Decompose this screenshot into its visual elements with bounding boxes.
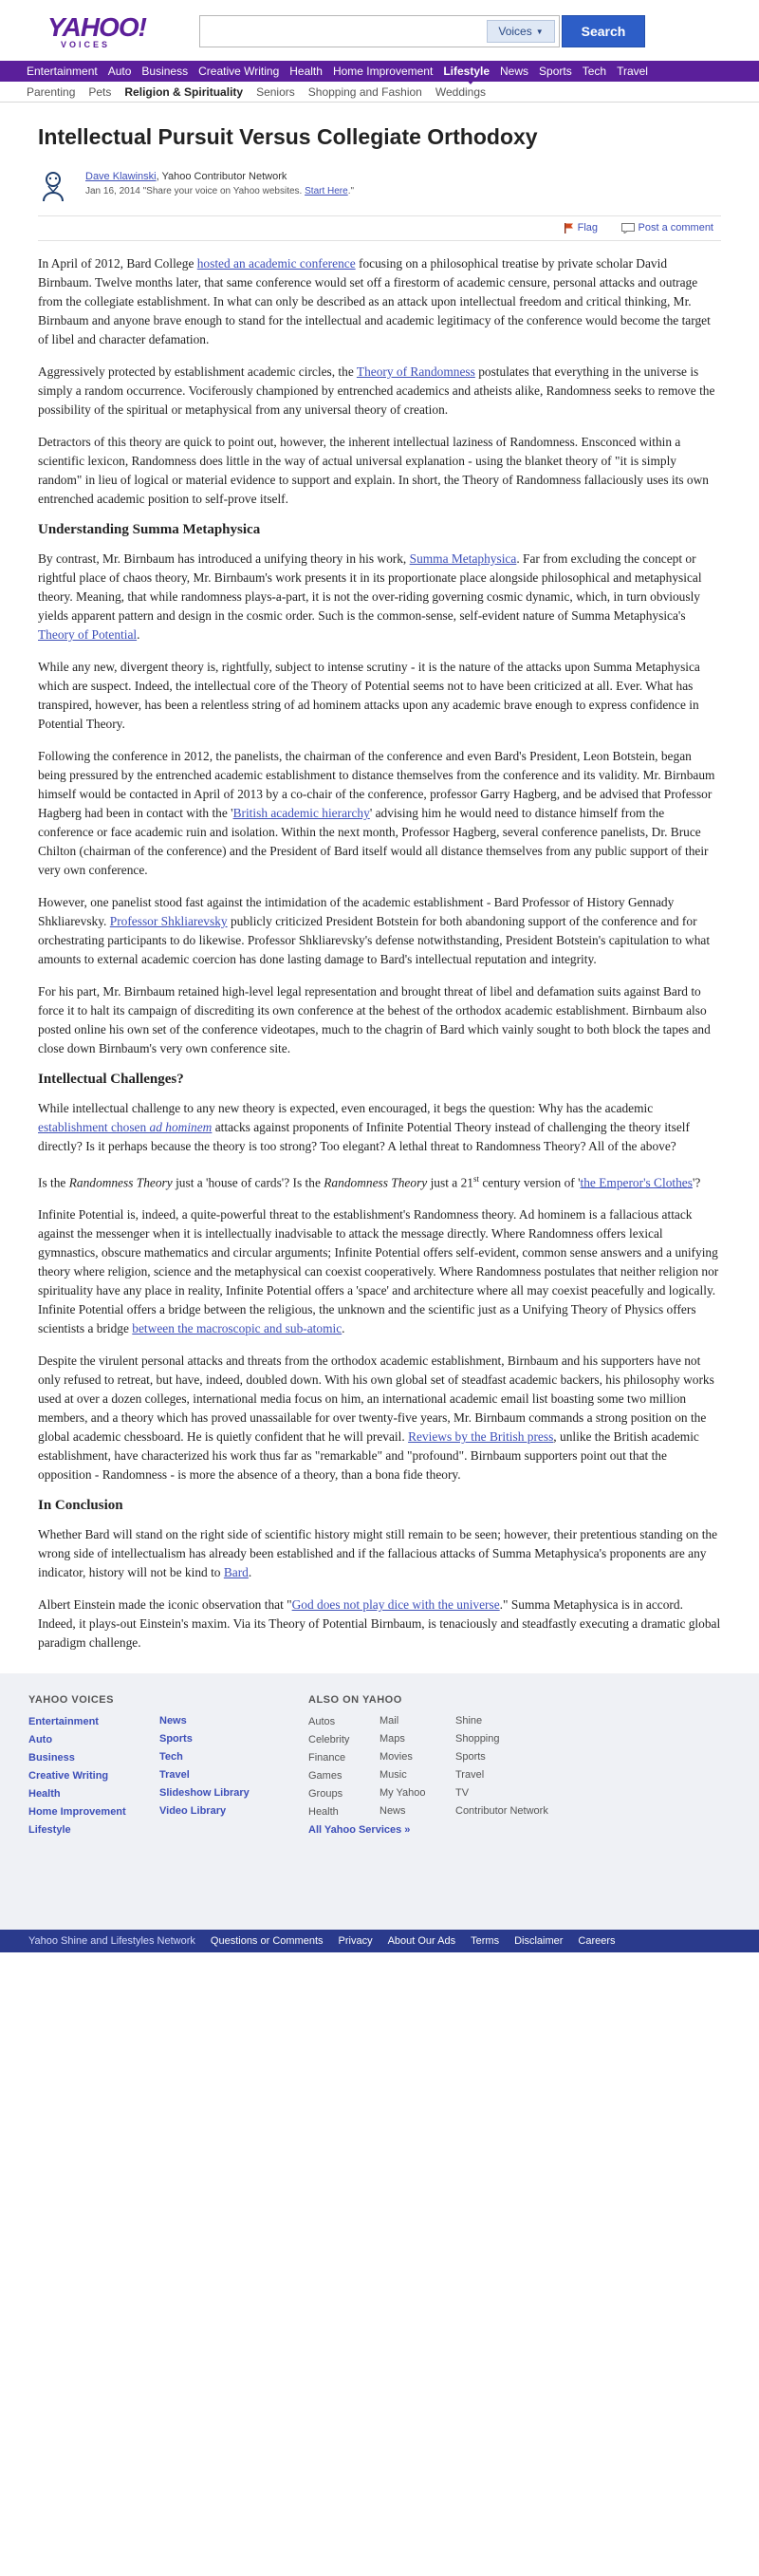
heading-challenges: Intellectual Challenges?: [38, 1072, 184, 1087]
search-button[interactable]: Search: [562, 15, 645, 47]
subnav-item-pets[interactable]: Pets: [88, 84, 112, 99]
page-title: Intellectual Pursuit Versus Collegiate Orthodoxy: [38, 124, 538, 149]
questions-link[interactable]: Questions or Comments: [210, 1935, 324, 1948]
heading-conclusion: In Conclusion: [38, 1498, 123, 1514]
footer-link[interactable]: TV: [455, 1787, 470, 1800]
article-actions: [38, 216, 721, 241]
bottom-bar: [0, 1930, 759, 1952]
disclaimer-link[interactable]: Disclaimer: [514, 1935, 564, 1948]
footer-link[interactable]: Games: [308, 1770, 342, 1783]
footer-also-col2: [380, 1712, 426, 1820]
all-yahoo-services-link[interactable]: All Yahoo Services »: [308, 1824, 411, 1837]
nav-item-auto[interactable]: Auto: [107, 65, 132, 78]
comment-bubble-icon: [621, 223, 635, 233]
footer-link[interactable]: Creative Writing: [28, 1770, 109, 1783]
nav-item-sports[interactable]: Sports: [539, 65, 572, 78]
paragraph-5: While any new, divergent theory is, rightfully, subject to intense scrutiny - it is the nature of the attacks upon Summa Metaphysica which are suspect. Indeed, the intellectual core of the Theory of Potential seems not to have been criticized at all. Ever. What has transpired, however, has been a relentless string of ad hominem attacks upon any academic brave enough to express confidence in Potential Theory.: [38, 660, 700, 731]
professor-shkliarevsky-link[interactable]: Professor Shkliarevsky: [109, 914, 228, 928]
nav-item-tech[interactable]: Tech: [582, 65, 607, 78]
network-name[interactable]: Yahoo Shine and Lifestyles Network: [28, 1935, 195, 1948]
paragraph-3: Detractors of this theory are quick to point out, however, the inherent intellectual laziness of Randomness. Ensconced within a scientific lexicon, Randomness does little in the way of actual universal explanation - using the blanket theory of "it is simply random" in lieu of logical or material evidence to support and explain. In short, the Theory of Randomness fallaciously uses its own entrenched academic position to self-prove itself.: [38, 435, 709, 506]
nav-item-travel[interactable]: Travel: [617, 65, 648, 78]
footer-also-col3: [455, 1712, 548, 1820]
nav-item-news[interactable]: News: [500, 65, 529, 78]
summa-metaphysica-link[interactable]: Summa Metaphysica: [409, 551, 517, 566]
nav-item-lifestyle[interactable]: [443, 65, 498, 78]
footer-link[interactable]: Movies: [380, 1751, 413, 1764]
flag-label: Flag: [577, 222, 598, 233]
flag-button[interactable]: [565, 222, 598, 233]
footer-link[interactable]: Business: [28, 1752, 75, 1764]
bard-link[interactable]: Bard: [223, 1565, 249, 1580]
date-text: Jan 16, 2014 "Share your voice on Yahoo websites.: [85, 186, 303, 196]
theory-of-potential-link[interactable]: Theory of Potential: [38, 627, 138, 642]
logo-main-text: YAHOO!: [47, 12, 146, 42]
paragraph-2: Aggressively protected by establishment academic circles, the Theory of Randomness postulates that everything in the universe is simply a random occurrence. Vociferously championed by entrenched academics and atheists alike, Randomness seeks to remove the possibility of the spiritual or metaphysical from any universal theory of creation.: [38, 364, 715, 417]
british-press-reviews-link[interactable]: Reviews by the British press: [408, 1429, 554, 1445]
author-network: , Yahoo Contributor Network: [156, 171, 287, 182]
footer-link[interactable]: Maps: [380, 1733, 405, 1745]
nav-item-health[interactable]: Health: [289, 65, 323, 78]
nav-item-creative-writing[interactable]: Creative Writing: [198, 65, 280, 78]
footer-link[interactable]: Tech: [159, 1751, 183, 1764]
footer-link[interactable]: Travel: [455, 1769, 485, 1782]
paragraph-12: Despite the virulent personal attacks and threats from the orthodox academic establishment, Birnbaum and his supporters have not only refused to retreat, but have, indeed, doubled down. With his own global set of steadfast academic backers, his philosophy works used at over a dozen colleges, international media focus on him, an international academic email list boasting some two million members, and a theory which has proved unassailable for over twenty-five years, Mr. Birnbaum commands a strong position on the global academic chessboard. He is quietly confident that he will prevail. Reviews by the British press, unlike the British academic establishment, have characterized his work thus far as "remarkable" and "profound". Birnbaum supporters point out that the opposition - Randomness - is more the absence of a theory, than a bona fide theory.: [38, 1353, 714, 1483]
footer-voices-col2: [159, 1712, 250, 1820]
logo-sub-text: VOICES: [61, 40, 111, 49]
footer-link[interactable]: Health: [28, 1788, 61, 1801]
post-comment-button[interactable]: [621, 222, 713, 233]
nav-item-entertainment[interactable]: Entertainment: [27, 65, 98, 78]
yahoo-voices-logo[interactable]: [47, 12, 146, 49]
author-link[interactable]: Dave Klawinski: [85, 171, 157, 182]
article: [0, 123, 759, 1652]
flag-icon: [565, 223, 574, 233]
subnav-item-weddings[interactable]: Weddings: [435, 84, 487, 99]
paragraph-4: By contrast, Mr. Birnbaum has introduced a unifying theory in his work, Summa Metaphysica. Far from excluding the concept or rightful place of chaos theory, Mr. Birnbaum's work presents it in its proportionate place alongside philosophical and metaphysical theory. Meaning, that while randomness plays-a-part, it is not the over-riding governing cosmic dynamic, which, in turn obviously yields apparent pattern and design in the cosmic order. Such is the common-sense, self-evident nature of Summa Metaphysica's Theory of Potential.: [38, 551, 702, 642]
sub-nav: [0, 82, 759, 103]
hosted-conference-link[interactable]: hosted an academic conference: [196, 256, 356, 271]
subnav-item-parenting[interactable]: Parenting: [27, 84, 76, 99]
emperors-clothes-link[interactable]: the Emperor's Clothes: [580, 1175, 693, 1190]
footer-link[interactable]: Slideshow Library: [159, 1787, 250, 1800]
footer-link[interactable]: Travel: [159, 1769, 190, 1782]
chevron-down-icon: ▼: [535, 27, 544, 36]
footer-link[interactable]: Sports: [455, 1751, 486, 1764]
main-nav: [0, 61, 759, 82]
nav-item-home-improvement[interactable]: Home Improvement: [332, 65, 434, 78]
subnav-item-religion[interactable]: Religion & Spirituality: [124, 84, 244, 99]
site-header: [0, 0, 759, 61]
careers-link[interactable]: Careers: [578, 1935, 616, 1948]
footer-link[interactable]: Sports: [159, 1733, 193, 1745]
footer-link[interactable]: Auto: [28, 1734, 53, 1746]
ad-hominem-link[interactable]: establishment chosen ad hominem: [38, 1120, 213, 1134]
footer-link[interactable]: Groups: [308, 1788, 343, 1801]
british-academic-hierarchy-link[interactable]: British academic hierarchy: [232, 806, 370, 820]
footer-link[interactable]: My Yahoo: [380, 1787, 426, 1800]
author-avatar-icon[interactable]: [38, 169, 68, 203]
footer-link[interactable]: Music: [380, 1769, 407, 1782]
footer-link[interactable]: Mail: [380, 1715, 399, 1727]
footer-link[interactable]: Health: [308, 1806, 339, 1819]
footer-link[interactable]: Home Improvement: [28, 1806, 126, 1819]
post-comment-label: Post a comment: [638, 222, 713, 233]
nav-item-business[interactable]: Business: [141, 65, 189, 78]
paragraph-7: However, one panelist stood fast against the intimidation of the academic establishment - Bard Professor of History Gennady Shkliarevsky. Professor Shkliarevsky publicly criticized President Botstein for both abandoning support of the conference and for orchestrating participants to do likewise. Professor Shkliarevsky's defense notwithstanding, President Botstein's capitulation to what amounts to external academic coercion has done lasting damage to Bard's intellectual reputation and integrity.: [38, 895, 711, 966]
footer-also-heading: ALSO ON YAHOO: [308, 1694, 402, 1707]
author-line: [85, 171, 287, 182]
footer-voices-col1: [28, 1694, 126, 1839]
date-tail: .": [347, 186, 355, 196]
footer-link[interactable]: Video Library: [159, 1805, 227, 1818]
byline: [38, 169, 721, 216]
macroscopic-link[interactable]: between the macroscopic and sub-atomic: [132, 1321, 342, 1336]
footer-link[interactable]: Finance: [308, 1752, 346, 1764]
paragraph-11: Infinite Potential is, indeed, a quite-powerful threat to the establishment's Randomness theory. Ad hominem is a fallacious attack against the messenger when it is intellectually inadvisable to attack the message directly. Where Randomness offers lexical gymnastics, obscure mathematics and circular arguments; Infinite Potential offers self-evident, common sense answers and a unifying theory where religion, science and the metaphysical can coexist cooperatively. Where Randomness postulates that neither religion nor spirituality have any place in reality, Infinite Potential offers a 'space' and architecture where all may coexist peacefully and logically. Infinite Potential offers a bridge between the religious, the unknown and the scientific just as a Unifying Theory of Physics offers scientists a bridge between the macroscopic and sub-atomic.: [38, 1207, 719, 1336]
paragraph-1: In April of 2012, Bard College hosted an academic conference focusing on a philosophical treatise by private scholar David Birnbaum. Twelve months later, that same conference would set off a firestorm of academic censure, personal attacks and outrage from the collegiate establishment. In what can only be described as an attack upon intellectual freedom and critical thinking, Mr. Birnbaum and anyone brave enough to stand for the intellectual and academic legitimacy of the conference would become the target of libel and character defamation.: [38, 256, 711, 346]
footer-link[interactable]: Lifestyle: [28, 1824, 71, 1837]
date-line: [85, 186, 354, 196]
theory-of-randomness-link[interactable]: Theory of Randomness: [356, 364, 475, 379]
paragraph-6: Following the conference in 2012, the panelists, the chairman of the conference and even Bard's President, Leon Botstein, began being pressured by the entrenched academic establishment to distance themselves from the conference and its validity. Mr. Birnbaum himself would be contacted in April of 2013 by a co-chair of the conference, professor Garry Hagberg, and be advised that Professor Hagberg had been in contact with the 'British academic hierarchy' advising him he would need to distance himself from the conference or face academic ruin and isolation. Within the next month, Professor Hagberg, several conference panelists, Dr. Bruce Chilton (chairman of the conference) and the President of Bard itself would all distance themselves from any public support of their very own conference.: [38, 749, 715, 877]
about-ads-link[interactable]: About Our Ads: [387, 1935, 456, 1948]
search-input[interactable]: [199, 15, 560, 47]
footer-link[interactable]: News: [380, 1805, 406, 1818]
footer-link[interactable]: Shine: [455, 1715, 483, 1727]
nav-item-lifestyle-label: Lifestyle: [443, 65, 490, 78]
paragraph-14: Albert Einstein made the iconic observation that "God does not play dice with the universe." Summa Metaphysica is in accord. Indeed, it plays-out Einstein's maxim. Via its Theory of Potential Birnbaum, is tenaciously and steadfastly executing a dramatic global paradigm challenge.: [38, 1597, 721, 1651]
search-scope-select[interactable]: [487, 20, 555, 43]
footer-link[interactable]: News: [159, 1715, 187, 1727]
paragraph-10: Is the Randomness Theory just a 'house of cards'? Is the Randomness Theory just a 21st century version of 'the Emperor's Clothes'?: [38, 1174, 701, 1190]
subnav-item-shopping[interactable]: Shopping and Fashion: [307, 84, 422, 99]
paragraph-13: Whether Bard will stand on the right side of scientific history might still remain to be seen; however, their pretentious standing on the wrong side of intellectualism has already been established and if the fallacious attacks of Summa Metaphysica's proponents are any indicator, history will not be kind to Bard.: [38, 1527, 718, 1580]
start-here-link[interactable]: Start Here: [305, 186, 348, 196]
privacy-link[interactable]: Privacy: [338, 1935, 373, 1948]
footer-link[interactable]: Autos: [308, 1716, 336, 1728]
paragraph-9: While intellectual challenge to any new theory is expected, even encouraged, it begs the question: Why has the academic establishment chosen ad hominem attacks against proponents of Infinite Potential Theory instead of challenging the theory itself directly? Is it perhaps because the theory is too strong? Too elegant? A lethal threat to Randomness Theory? All of the above?: [38, 1101, 690, 1153]
footer-link[interactable]: Entertainment: [28, 1716, 99, 1728]
subnav-item-seniors[interactable]: Seniors: [256, 84, 295, 99]
einstein-quote-link[interactable]: God does not play dice with the universe: [291, 1597, 500, 1613]
footer-link[interactable]: Celebrity: [308, 1734, 350, 1746]
terms-link[interactable]: Terms: [471, 1935, 500, 1948]
footer-link[interactable]: Shopping: [455, 1733, 500, 1745]
active-caret-icon: [466, 79, 475, 84]
search-scope-value: Voices: [498, 25, 532, 38]
paragraph-8: For his part, Mr. Birnbaum retained high-level legal representation and brought threat of libel and defamation suits against Bard to force it to halt its campaign of discrediting its own conference at the behest of the orthodox academic establishment. Birnbaum also posted online his own set of the conference videotapes, much to the chagrin of Bard which vainly sought to both block the tapes and close down Birnbaum's very own conference site.: [38, 984, 711, 1055]
heading-understanding: Understanding Summa Metaphysica: [38, 522, 261, 537]
site-footer: [0, 1673, 759, 1930]
footer-link[interactable]: Contributor Network: [455, 1805, 548, 1818]
footer-voices-heading: YAHOO VOICES: [28, 1694, 114, 1707]
